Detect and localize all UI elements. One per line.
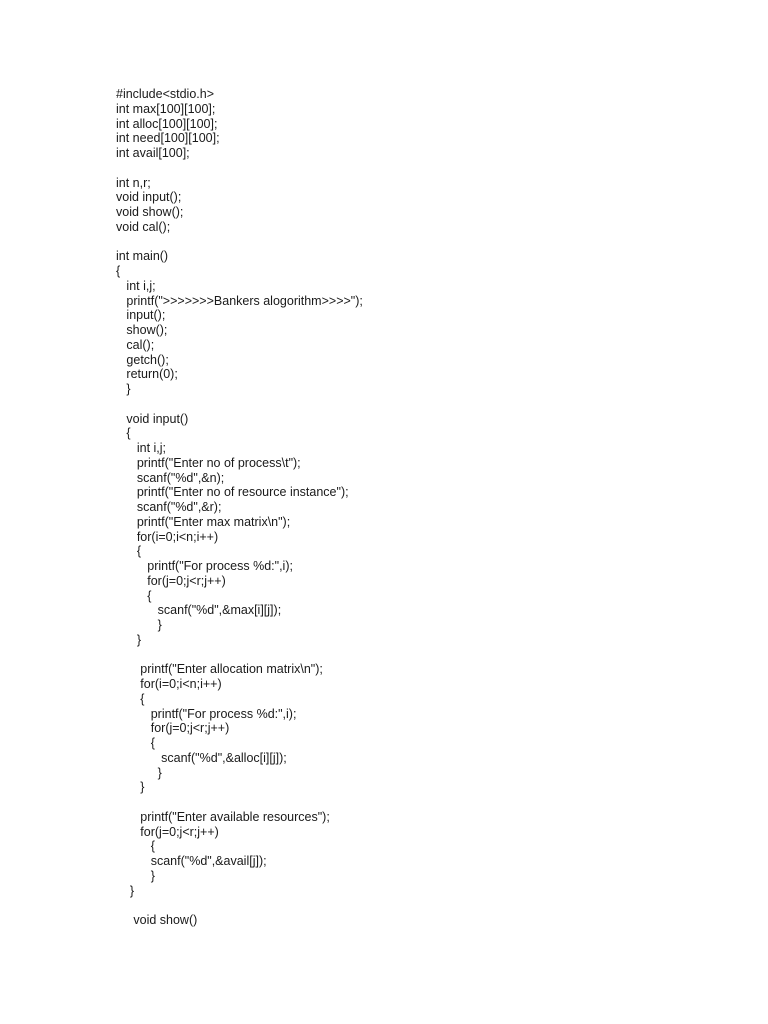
code-line: }: [116, 632, 142, 647]
code-line: }: [116, 382, 131, 396]
code-line: int main(): [116, 249, 169, 264]
code-line: cal();: [116, 337, 155, 352]
code-line: for(i=0;i<n;i++): [116, 677, 222, 691]
code-line: int i,j;: [116, 441, 167, 455]
code-line: scanf("%d",&r);: [116, 500, 222, 514]
code-line: void show(): [116, 913, 198, 927]
code-line: for(j=0;j<r;j++): [116, 721, 230, 736]
code-line: void show();: [116, 205, 184, 219]
code-line: void input();: [116, 190, 182, 205]
code-line: printf("Enter no of resource instance");: [116, 485, 349, 500]
code-line: getch();: [116, 352, 169, 367]
code-line: int avail[100];: [116, 146, 190, 160]
code-line: }: [116, 883, 135, 898]
code-line: scanf("%d",&n);: [116, 470, 225, 485]
code-line: int i,j;: [116, 278, 156, 293]
code-line: show();: [116, 323, 168, 337]
code-line: void input(): [116, 411, 189, 426]
code-line: return(0);: [116, 367, 178, 382]
code-line: {: [116, 736, 155, 750]
code-block: [116, 87, 363, 928]
code-line: for(j=0;j<r;j++): [116, 824, 219, 839]
code-line: [116, 161, 363, 176]
code-line: for(j=0;j<r;j++): [116, 573, 226, 588]
code-line: printf("Enter allocation matrix\n");: [116, 662, 323, 677]
code-line: int max[100][100];: [116, 101, 216, 116]
code-line: [116, 397, 363, 412]
code-line: {: [116, 691, 145, 706]
code-line: printf("For process %d:",i);: [116, 706, 297, 721]
code-line: scanf("%d",&alloc[i][j]);: [116, 750, 287, 765]
code-line: int need[100][100];: [116, 131, 220, 146]
code-line: scanf("%d",&max[i][j]);: [116, 603, 282, 618]
code-line: input();: [116, 308, 166, 323]
code-line: [116, 235, 363, 250]
code-line: {: [116, 588, 152, 603]
code-line: #include<stdio.h>: [116, 87, 214, 101]
code-line: }: [116, 780, 145, 795]
code-line: printf("Enter available resources");: [116, 809, 330, 824]
code-line: void cal();: [116, 219, 171, 234]
code-line: int alloc[100][100];: [116, 116, 218, 131]
code-line: for(i=0;i<n;i++): [116, 529, 219, 544]
code-line: scanf("%d",&avail[j]);: [116, 854, 267, 868]
code-line: {: [116, 544, 142, 559]
code-line: printf(">>>>>>>Bankers alogorithm>>>>");: [116, 293, 363, 308]
code-line: [116, 648, 363, 663]
code-line: }: [116, 618, 162, 632]
code-line: int n,r;: [116, 175, 151, 190]
code-line: }: [116, 765, 162, 780]
code-line: [116, 795, 363, 810]
code-line: [116, 898, 363, 913]
code-line: printf("For process %d:",i);: [116, 559, 293, 573]
code-line: printf("Enter no of process\t");: [116, 455, 301, 470]
code-line: {: [116, 264, 121, 278]
code-line: {: [116, 839, 155, 854]
code-line: {: [116, 426, 131, 441]
code-line: printf("Enter max matrix\n");: [116, 514, 291, 529]
code-line: }: [116, 868, 155, 883]
